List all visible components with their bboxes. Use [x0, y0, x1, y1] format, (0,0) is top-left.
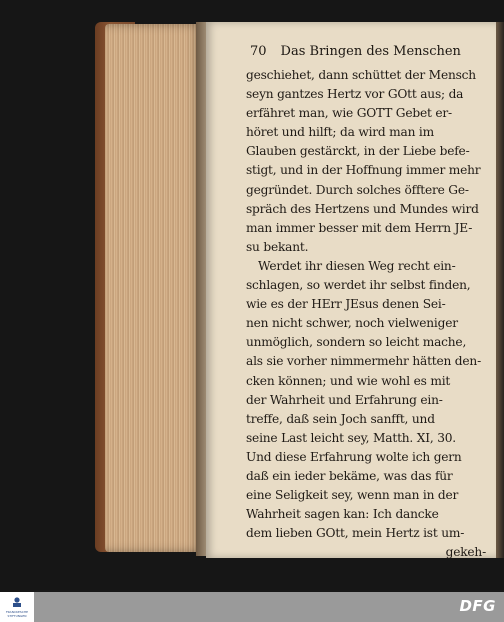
page-body-text	[246, 66, 492, 562]
running-head-title: Das Bringen des Menschen	[280, 44, 461, 59]
text-line: unmöglich, sondern so leicht mache,	[246, 335, 467, 350]
dfg-logo[interactable]: DFG	[459, 597, 496, 615]
viewer-footer-bar	[0, 592, 504, 622]
text-line: dem lieben GOtt, mein Hertz ist um-	[246, 526, 465, 541]
text-line: als sie vorher nimmermehr hätten den-	[246, 354, 481, 369]
page-fore-edge	[105, 24, 203, 552]
page-right-edge	[496, 22, 504, 558]
text-line: Und diese Erfahrung wolte ich gern	[246, 449, 462, 464]
text-line: daß ein ieder bekäme, was das für	[246, 468, 453, 483]
institution-logo-icon	[11, 596, 23, 608]
text-line: geschiehet, dann schüttet der Mensch	[246, 68, 476, 82]
text-line: su bekant.	[246, 239, 309, 254]
text-line: der Wahrheit und Erfahrung ein-	[246, 392, 443, 407]
page-number: 70	[250, 44, 267, 59]
text-line: cken können; und wie wohl es mit	[246, 373, 451, 388]
text-line: eine Seligkeit sey, wenn man in der	[246, 488, 459, 503]
text-line: Wahrheit sagen kan: Ich dancke	[246, 507, 439, 522]
catchword: gekeh-	[445, 545, 486, 560]
text-line: stigt, und in der Hoffnung immer mehr	[246, 163, 481, 178]
text-line: wie es der HErr JEsus denen Sei-	[246, 297, 446, 312]
text-line: Glauben gestärckt, in der Liebe befe-	[246, 144, 470, 159]
text-line: man immer besser mit dem Herrn JE-	[246, 220, 473, 235]
text-line: seine Last leicht sey, Matth. XI, 30.	[246, 430, 456, 445]
text-line: gegründet. Durch solches öfftere Ge-	[246, 182, 469, 197]
institution-logo-text: FRANCKESCHE STIFTUNGEN	[5, 610, 29, 618]
text-line: nen nicht schwer, noch vielweniger	[246, 316, 458, 331]
text-line: spräch des Hertzens und Mundes wird	[246, 201, 479, 216]
text-line: höret und hilft; da wird man im	[246, 125, 434, 140]
text-line: schlagen, so werdet ihr selbst finden,	[246, 278, 471, 293]
running-header	[250, 44, 461, 59]
text-line: Werdet ihr diesen Weg recht ein-	[258, 258, 456, 273]
text-line: erfähret man, wie GOTT Gebet er-	[246, 106, 452, 121]
text-line: seyn gantzes Hertz vor GOtt aus; da	[246, 87, 464, 102]
text-line: treffe, daß sein Joch sanfft, und	[246, 411, 435, 426]
